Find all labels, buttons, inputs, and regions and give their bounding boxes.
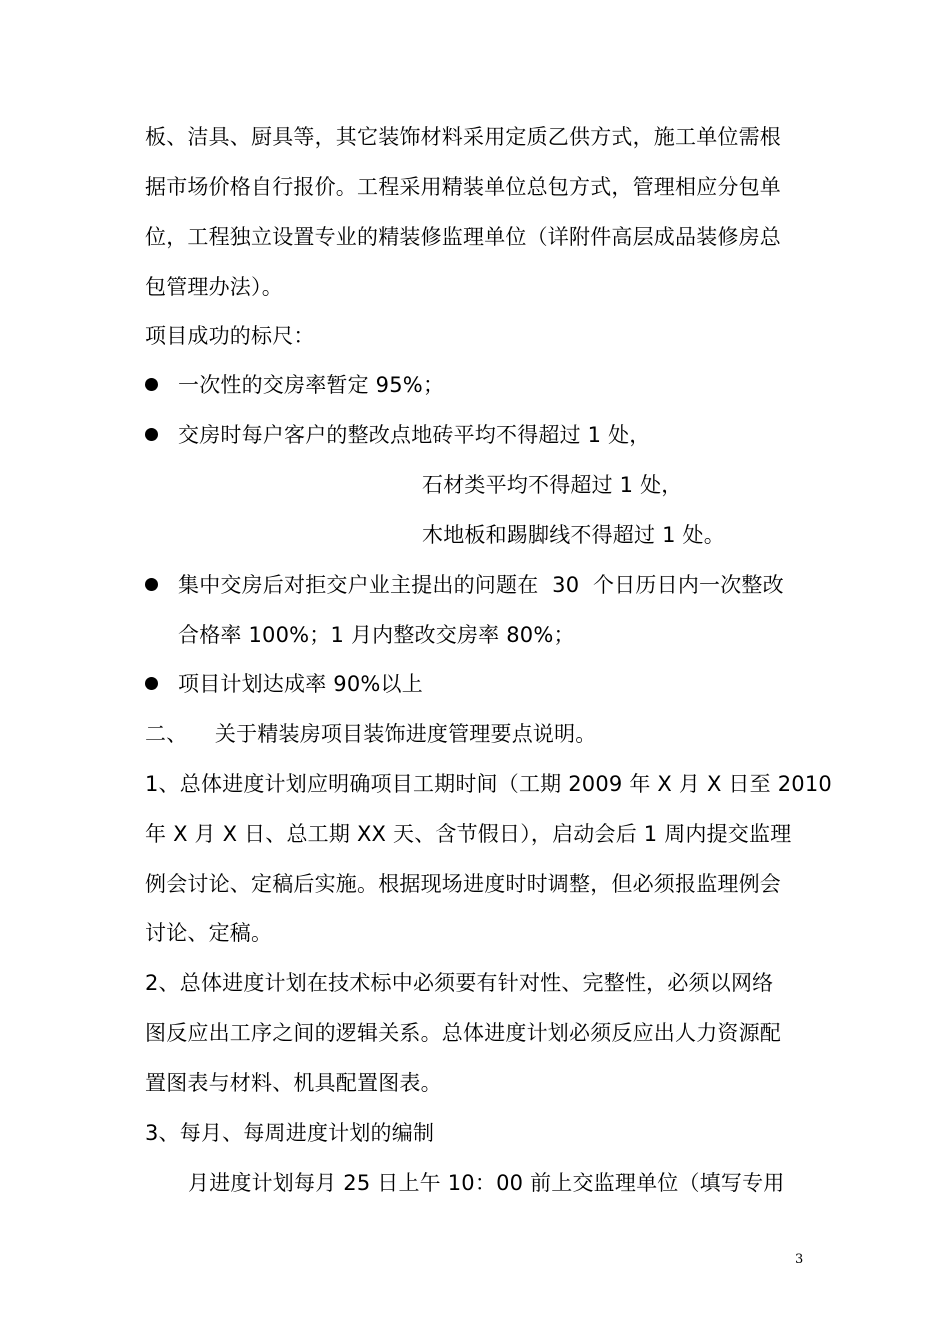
paragraph-line: 包管理办法）。 bbox=[145, 275, 283, 299]
section-heading: 二、 关于精装房项目装饰进度管理要点说明。 bbox=[145, 722, 597, 746]
paragraph-line: 板、洁具、厨具等，其它装饰材料采用定质乙供方式，施工单位需根 bbox=[145, 125, 781, 149]
bullet-item: 集中交房后对拒交户业主提出的问题在 30 个日历日内一次整改 bbox=[178, 573, 784, 597]
paragraph-line: 图反应出工序之间的逻辑关系。总体进度计划必须反应出人力资源配 bbox=[145, 1021, 781, 1045]
bullet-item: 一次性的交房率暂定 95%； bbox=[178, 373, 445, 397]
paragraph-line: 位，工程独立设置专业的精装修监理单位（详附件高层成品装修房总 bbox=[145, 225, 781, 249]
subsection-heading: 3、每月、每周进度计划的编制 bbox=[145, 1121, 435, 1145]
paragraph-line: 讨论、定稿。 bbox=[145, 921, 273, 945]
paragraph-line: 置图表与材料、机具配置图表。 bbox=[145, 1071, 442, 1095]
bullet-subitem: 石材类平均不得超过 1 处， bbox=[422, 473, 683, 497]
page-number: 3 bbox=[795, 1252, 804, 1267]
paragraph-line: 2、总体进度计划在技术标中必须要有针对性、完整性，必须以网络 bbox=[145, 971, 774, 995]
paragraph-line: 例会讨论、定稿后实施。根据现场进度时时调整，但必须报监理例会 bbox=[145, 872, 781, 896]
bullet-dot-icon bbox=[145, 677, 158, 690]
bullet-subitem: 木地板和踢脚线不得超过 1 处。 bbox=[422, 523, 725, 547]
bullet-item: 交房时每户客户的整改点地砖平均不得超过 1 处， bbox=[178, 423, 651, 447]
criteria-heading: 项目成功的标尺： bbox=[145, 324, 315, 348]
paragraph-line: 月进度计划每月 25 日上午 10：00 前上交监理单位（填写专用 bbox=[188, 1171, 785, 1195]
bullet-dot-icon bbox=[145, 378, 158, 391]
bullet-dot-icon bbox=[145, 578, 158, 591]
bullet-item: 项目计划达成率 90%以上 bbox=[178, 672, 423, 696]
paragraph-line: 1、总体进度计划应明确项目工期时间（工期 2009 年 X 月 X 日至 2010 bbox=[145, 772, 832, 796]
paragraph-line: 年 X 月 X 日、总工期 XX 天、含节假日），启动会后 1 周内提交监理 bbox=[145, 822, 792, 846]
bullet-dot-icon bbox=[145, 428, 158, 441]
paragraph-line: 据市场价格自行报价。工程采用精装单位总包方式，管理相应分包单 bbox=[145, 175, 781, 199]
bullet-item-continuation: 合格率 100%；1 月内整改交房率 80%； bbox=[178, 623, 575, 647]
